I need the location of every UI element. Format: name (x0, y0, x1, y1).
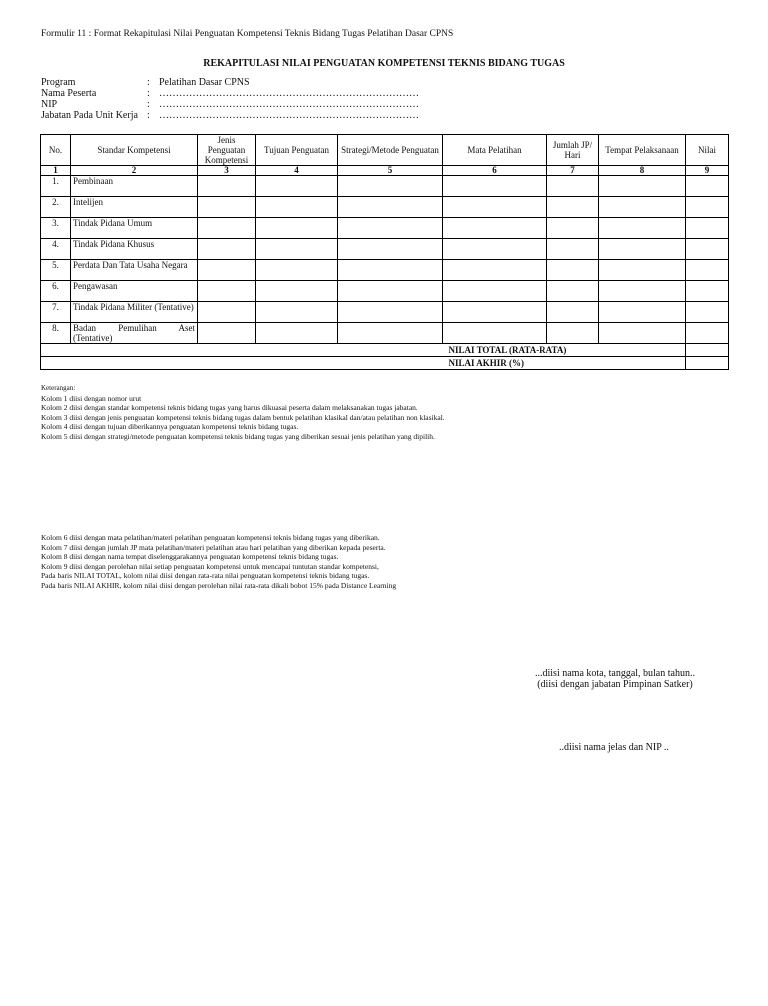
note-line: Kolom 8 diisi dengan nama tempat diselenggarakannya penguatan kompetensi teknis bidang tugas. (41, 552, 339, 561)
cell-nilai[interactable] (686, 281, 729, 302)
note-line: Kolom 2 diisi dengan standar kompetensi teknis bidang tugas yang harus dikuasai peserta dalam melaksanakan tugas jabatan. (41, 403, 418, 412)
cell-jenis[interactable] (198, 176, 256, 197)
cell-tempat[interactable] (599, 260, 686, 281)
header-jenis-penguatan: Jenis Penguatan Kompetensi (198, 135, 256, 166)
rekap-table (40, 134, 729, 370)
cell-strategi[interactable] (338, 239, 443, 260)
header-standar-kompetensi: Standar Kompetensi (71, 135, 198, 166)
cell-jumlah-jp[interactable] (547, 260, 599, 281)
cell-tempat[interactable] (599, 197, 686, 218)
note-line: Kolom 4 diisi dengan tujuan diberikannya penguatan kompetensi teknis bidang tugas. (41, 422, 299, 431)
cell-jumlah-jp[interactable] (547, 239, 599, 260)
cell-jumlah-jp[interactable] (547, 218, 599, 239)
cell-mata-pelatihan[interactable] (443, 302, 547, 323)
column-number: 4 (256, 166, 338, 176)
column-number: 9 (686, 166, 729, 176)
row-standar-kompetensi: Badan Pemulihan Aset (Tentative) (71, 323, 198, 344)
cell-tujuan[interactable] (256, 260, 338, 281)
row-number: 7. (41, 302, 71, 323)
cell-nilai[interactable] (686, 323, 729, 344)
table-row (41, 239, 729, 260)
table-row (41, 323, 729, 344)
signature-name-nip: ..diisi nama jelas dan NIP .. (559, 742, 669, 753)
cell-tujuan[interactable] (256, 197, 338, 218)
cell-jumlah-jp[interactable] (547, 176, 599, 197)
cell-mata-pelatihan[interactable] (443, 239, 547, 260)
cell-tempat[interactable] (599, 302, 686, 323)
cell-mata-pelatihan[interactable] (443, 197, 547, 218)
header-nilai: Nilai (686, 135, 729, 166)
final-row (41, 357, 729, 370)
note-line: Kolom 5 diisi dengan strategi/metode penguatan kompetensi teknis bidang tugas yang diberikan sesuai jenis pelatihan yang dipilih. (41, 431, 435, 441)
cell-tujuan[interactable] (256, 302, 338, 323)
row-standar-kompetensi: Tindak Pidana Khusus (71, 239, 198, 260)
note-line: Kolom 9 diisi dengan perolehan nilai setiap penguatan kompetensi untuk mencapai tuntutan standar kompetensi, (41, 561, 379, 571)
column-number: 5 (338, 166, 443, 176)
cell-nilai[interactable] (686, 239, 729, 260)
total-row (41, 344, 729, 357)
cell-tujuan[interactable] (256, 218, 338, 239)
header-mata-pelatihan: Mata Pelatihan (443, 135, 547, 166)
cell-nilai-akhir[interactable] (686, 357, 729, 370)
header-tempat-pelaksanaan: Tempat Pelaksanaan (599, 135, 686, 166)
cell-mata-pelatihan[interactable] (443, 281, 547, 302)
cell-strategi[interactable] (338, 323, 443, 344)
cell-nilai[interactable] (686, 260, 729, 281)
cell-nilai[interactable] (686, 197, 729, 218)
cell-mata-pelatihan[interactable] (443, 260, 547, 281)
table-row (41, 260, 729, 281)
field-colon: : (147, 88, 150, 99)
column-number: 3 (198, 166, 256, 176)
cell-tempat[interactable] (599, 239, 686, 260)
cell-mata-pelatihan[interactable] (443, 176, 547, 197)
field-label: Jabatan Pada Unit Kerja (41, 110, 138, 121)
cell-nilai[interactable] (686, 176, 729, 197)
total-label: NILAI TOTAL (RATA-RATA) (443, 344, 686, 357)
cell-mata-pelatihan[interactable] (443, 323, 547, 344)
cell-jumlah-jp[interactable] (547, 323, 599, 344)
cell-mata-pelatihan[interactable] (443, 218, 547, 239)
column-number: 8 (599, 166, 686, 176)
note-line: Pada baris NILAI TOTAL, kolom nilai diisi dengan rata-rata nilai penguatan kompetensi teknis bidang tugas. (41, 571, 370, 580)
cell-nilai[interactable] (686, 302, 729, 323)
cell-nilai[interactable] (686, 218, 729, 239)
column-number: 7 (547, 166, 599, 176)
table-row (41, 281, 729, 302)
cell-jenis[interactable] (198, 260, 256, 281)
row-number: 5. (41, 260, 71, 281)
field-colon: : (147, 99, 150, 110)
table-row (41, 302, 729, 323)
cell-jenis[interactable] (198, 218, 256, 239)
row-standar-kompetensi: Pembinaan (71, 176, 198, 197)
cell-tempat[interactable] (599, 218, 686, 239)
notes-block-continued (41, 533, 396, 590)
field-nip (41, 99, 419, 110)
cell-jumlah-jp[interactable] (547, 302, 599, 323)
table-row (41, 197, 729, 218)
row-standar-kompetensi: Tindak Pidana Militer (Tentative) (71, 302, 198, 323)
table-row (41, 218, 729, 239)
signature-block (535, 668, 695, 690)
field-nama-peserta (41, 88, 419, 99)
row-standar-kompetensi: Pengawasan (71, 281, 198, 302)
column-number: 1 (41, 166, 71, 176)
signature-position: (diisi dengan jabatan Pimpinan Satker) (537, 679, 693, 690)
table-header-row (41, 135, 729, 166)
field-colon: : (147, 110, 150, 121)
field-value: …………………………………………………………………… (159, 110, 419, 121)
document-title: REKAPITULASI NILAI PENGUATAN KOMPETENSI TEKNIS BIDANG TUGAS (203, 58, 565, 69)
field-jabatan (41, 110, 419, 121)
field-program (41, 77, 250, 88)
cell-jenis[interactable] (198, 239, 256, 260)
cell-strategi[interactable] (338, 260, 443, 281)
form-header: Formulir 11 : Format Rekapitulasi Nilai Penguatan Kompetensi Teknis Bidang Tugas Pelatihan Dasar CPNS (41, 29, 454, 39)
cell-jumlah-jp[interactable] (547, 281, 599, 302)
row-number: 3. (41, 218, 71, 239)
header-no: No. (41, 135, 71, 166)
row-standar-kompetensi: Perdata Dan Tata Usaha Negara (71, 260, 198, 281)
column-number: 2 (71, 166, 198, 176)
signature-place-date: ...diisi nama kota, tanggal, bulan tahun.. (535, 668, 695, 679)
field-label: Nama Peserta (41, 88, 97, 99)
row-standar-kompetensi: Intelijen (71, 197, 198, 218)
header-jumlah-jp: Jumlah JP/ Hari (547, 135, 599, 166)
field-value: …………………………………………………………………… (159, 88, 419, 99)
header-tujuan-penguatan: Tujuan Penguatan (256, 135, 338, 166)
table-row (41, 176, 729, 197)
cell-tujuan[interactable] (256, 239, 338, 260)
final-row-spacer (41, 357, 443, 370)
cell-strategi[interactable] (338, 218, 443, 239)
note-line: Pada baris NILAI AKHIR, kolom nilai diisi dengan perolehan nilai rata-rata dikali bobot 15% pada Distance Learning (41, 580, 397, 590)
field-colon: : (147, 77, 150, 88)
row-number: 6. (41, 281, 71, 302)
cell-jenis[interactable] (198, 302, 256, 323)
header-strategi-metode: Strategi/Metode Penguatan (338, 135, 443, 166)
row-number: 4. (41, 239, 71, 260)
notes-block (41, 384, 445, 441)
column-number-row (41, 166, 729, 176)
cell-tujuan[interactable] (256, 281, 338, 302)
note-line: Kolom 1 diisi dengan nomor urut (41, 393, 142, 403)
column-number: 6 (443, 166, 547, 176)
field-value: …………………………………………………………………… (159, 99, 419, 110)
row-number: 2. (41, 197, 71, 218)
final-label: NILAI AKHIR (%) (443, 357, 686, 370)
field-label: NIP (41, 99, 58, 110)
note-line: Kolom 3 diisi dengan jenis penguatan kompetensi teknis bidang tugas dalam bentuk pelatihan klasikal dan/atau pelatihan non klasikal. (41, 412, 445, 422)
note-line: Kolom 7 diisi dengan jumlah JP mata pelatihan/materi pelatihan atau hari pelatihan yang diberikan kepada peserta. (41, 542, 386, 552)
cell-jenis[interactable] (198, 281, 256, 302)
cell-tempat[interactable] (599, 323, 686, 344)
cell-strategi[interactable] (338, 281, 443, 302)
field-value: Pelatihan Dasar CPNS (159, 77, 250, 88)
field-label: Program (41, 77, 76, 88)
notes-heading: Keterangan: (41, 384, 76, 392)
row-number: 1. (41, 176, 71, 197)
row-standar-kompetensi: Tindak Pidana Umum (71, 218, 198, 239)
cell-jumlah-jp[interactable] (547, 197, 599, 218)
cell-jenis[interactable] (198, 323, 256, 344)
cell-strategi[interactable] (338, 302, 443, 323)
cell-tujuan[interactable] (256, 176, 338, 197)
cell-jenis[interactable] (198, 197, 256, 218)
note-line: Kolom 6 diisi dengan mata pelatihan/materi pelatihan penguatan kompetensi teknis bidang tugas yang diberikan. (41, 533, 380, 542)
cell-nilai-total[interactable] (686, 344, 729, 357)
cell-strategi[interactable] (338, 176, 443, 197)
total-row-spacer (41, 344, 443, 357)
cell-strategi[interactable] (338, 197, 443, 218)
row-number: 8. (41, 323, 71, 344)
cell-tempat[interactable] (599, 176, 686, 197)
cell-tempat[interactable] (599, 281, 686, 302)
cell-tujuan[interactable] (256, 323, 338, 344)
